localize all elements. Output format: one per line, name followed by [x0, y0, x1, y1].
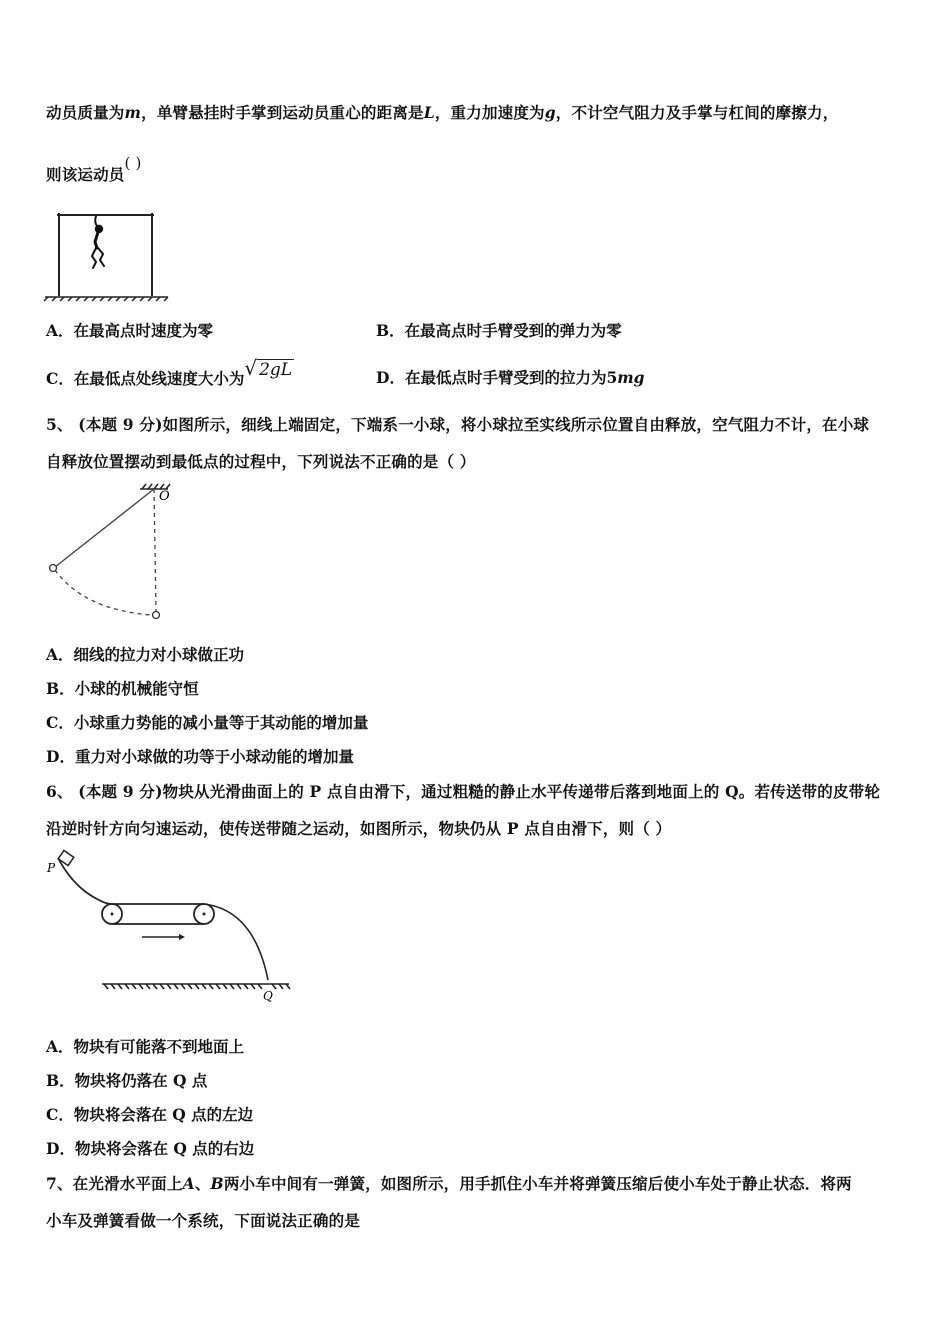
q4-option-a[interactable] [46, 319, 213, 341]
q4-option-b[interactable] [376, 319, 622, 341]
option-text: 在最低点处线速度大小为 [73, 369, 245, 388]
q6-option-c[interactable] [46, 1103, 253, 1125]
option-letter: C． [46, 713, 74, 732]
q4-stem-line-1 [46, 101, 838, 123]
q6-stem-line-1: 6、 (本题 9 分)物块从光滑曲面上的 P 点自由滑下，通过粗糙的静止水平传递带后落到地面上的 Q。若传送带的皮带轮 [46, 782, 881, 801]
option-text: 物块将会落在 Q 点的右边 [74, 1139, 255, 1158]
option-text: 物块有可能落不到地面上 [73, 1037, 245, 1056]
option-text: 小球的机械能守恒 [74, 679, 199, 698]
q5-option-b[interactable] [46, 677, 199, 699]
label-p: P [47, 861, 56, 875]
q4-option-c[interactable] [46, 356, 294, 389]
q5-option-a[interactable] [46, 643, 244, 665]
option-letter: B． [376, 321, 405, 340]
q6-option-a[interactable] [46, 1035, 244, 1057]
option-letter: B． [46, 679, 75, 698]
option-letter: C． [46, 1105, 74, 1124]
option-letter: A． [46, 1037, 74, 1056]
text: 、 [194, 1174, 211, 1193]
text: ，单臂悬挂时手掌到运动员重心的距离是 [141, 103, 424, 122]
option-text: 在最高点时速度为零 [73, 321, 214, 340]
q5-stem-line-1: 5、 (本题 9 分)如图所示，细线上端固定，下端系一小球，将小球拉至实线所示位置自由释放，空气阻力不计，在小球 [46, 415, 870, 434]
option-letter: A． [46, 645, 74, 664]
belt-direction-arrow-icon [142, 934, 185, 940]
q5-option-c[interactable] [46, 711, 368, 733]
q6-option-b[interactable] [46, 1069, 207, 1091]
var-g: g [544, 103, 556, 122]
ground-hatch [102, 984, 290, 989]
option-text: 在最低点时手臂受到的拉力为 [404, 368, 607, 387]
option-letter: A． [46, 321, 74, 340]
value: 5 [606, 368, 618, 387]
ball-lowest [153, 612, 160, 619]
option-text: 物块将仍落在 Q 点 [74, 1071, 208, 1090]
option-text: 细线的拉力对小球做正功 [73, 645, 245, 664]
option-letter: D． [376, 368, 405, 387]
unit-mg: mg [617, 368, 645, 387]
q5-stem-line-2: 自释放位置摆动到最低点的过程中，下列说法不正确的是（ ） [46, 452, 476, 471]
option-text: 物块将会落在 Q 点的左边 [73, 1105, 254, 1124]
text: 两小车中间有一弹簧，如图所示，用手抓住小车并将弹簧压缩后使小车处于静止状态．将两 [223, 1174, 852, 1193]
text: ，不计空气阻力及手掌与杠间的摩擦力， [555, 103, 839, 122]
var-A: A [182, 1174, 195, 1193]
var-m: m [124, 103, 142, 122]
text: 7、在光滑水平面上 [46, 1174, 183, 1193]
text: 则该运动员 [46, 165, 125, 184]
radicand: 2gL [259, 360, 293, 380]
ground-hatch [44, 297, 168, 301]
option-text: 重力对小球做的功等于小球动能的增加量 [74, 747, 354, 766]
q7-stem-line-2: 小车及弹簧看做一个系统，下面说法正确的是 [46, 1211, 361, 1230]
option-text: 小球重力势能的减小量等于其动能的增加量 [73, 713, 369, 732]
var-B: B [210, 1174, 224, 1193]
sqrt-formula [244, 356, 294, 380]
swing-path-dashed [55, 570, 152, 615]
string-released [55, 489, 154, 567]
pendulum-figure [44, 480, 179, 625]
option-letter: D． [46, 1139, 75, 1158]
q4-stem-line-2 [46, 154, 142, 185]
answer-blank: ( ) [124, 154, 142, 172]
q6-stem-line-2: 沿逆时针方向匀速运动，使传送带随之运动，如图所示，物块仍从 P 点自由滑下，则（ ） [46, 819, 672, 838]
ball-start [50, 565, 57, 572]
option-letter: D． [46, 747, 75, 766]
left-pulley-axle [111, 913, 114, 916]
label-q: Q [263, 989, 273, 1003]
q7-stem-line-1 [46, 1172, 852, 1194]
var-L: L [423, 103, 435, 122]
text: 动员质量为 [46, 103, 125, 122]
option-text: 在最高点时手臂受到的弹力为零 [404, 321, 622, 340]
sqrt-radical-icon: √ [244, 356, 258, 380]
q6-option-d[interactable] [46, 1137, 254, 1159]
q4-option-d[interactable] [376, 366, 645, 388]
string-lowest-dashed [154, 489, 156, 611]
option-letter: B． [46, 1071, 75, 1090]
q5-option-d[interactable] [46, 745, 354, 767]
pivot-label: O [159, 489, 170, 504]
horizontal-bar-figure [44, 208, 169, 303]
option-letter: C． [46, 369, 74, 388]
gymnast-silhouette [92, 216, 104, 268]
text: ，重力加速度为 [434, 103, 545, 122]
bar-frame [57, 213, 154, 296]
right-pulley-axle [203, 913, 206, 916]
conveyor-belt-figure [44, 848, 294, 1008]
